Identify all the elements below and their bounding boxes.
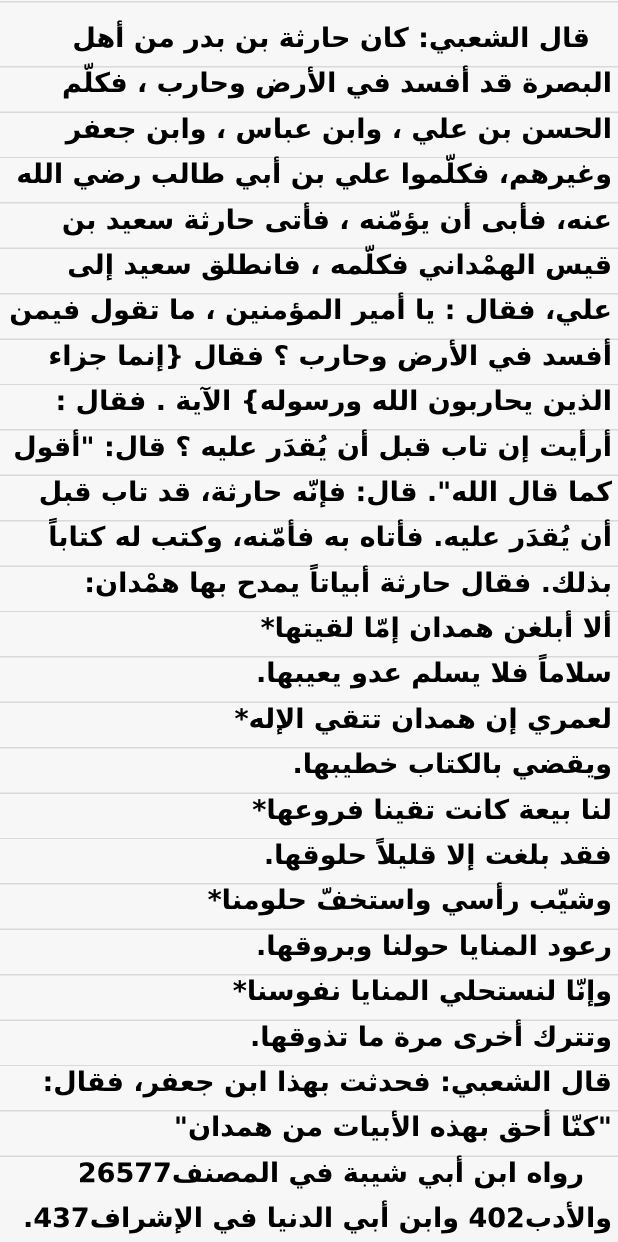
text-line: كما قال الله". قال: فإنّه حارثة، قد تاب قبل <box>38 476 612 508</box>
citation-line: والأدب402 وابن أبي الدنيا في الإشراف437. <box>23 1203 612 1235</box>
text-line: أرأيت إن تاب قبل أن يُقدَر عليه ؟ قال: "أقول <box>13 431 612 463</box>
poem-line: وإنّا لنستحلي المنايا نفوسنا* <box>232 976 612 1008</box>
text-line: علي، فقال : يا أمير المؤمنين ، ما تقول فيمن <box>9 295 612 327</box>
text-line: أن يُقدَر عليه. فأتاه به فأمّنه، وكتب له كتاباً <box>48 522 612 554</box>
poem-line: ويقضي بالكتاب خطيبها. <box>292 749 612 781</box>
text-line: البصرة قد أفسد في الأرض وحارب ، فكلّم <box>62 68 612 100</box>
citation-line: رواه ابن أبي شيبة في المصنف26577 <box>77 1157 584 1189</box>
text-line: قال الشعبي: كان حارثة بن بدر من أهل <box>72 23 590 54</box>
poem-line: لنا بيعة كانت تقينا فروعها* <box>252 794 612 826</box>
poem-line: وتترك أخرى مرة ما تذوقها. <box>249 1021 612 1053</box>
poem-line: سلاماً فلا يسلم عدو يعيبها. <box>256 658 612 690</box>
poem-line: ألا أبلغن همدان إمّا لقيتها* <box>260 613 612 645</box>
text-line: عنه، فأبى أن يؤمّنه ، فأتى حارثة سعيد بن <box>61 204 612 236</box>
text-line: بذلك. فقال حارثة أبياتاً يمدح بها همْدان: <box>84 567 612 599</box>
text-line: قال الشعبي: فحدثت بهذا ابن جعفر، فقال: <box>42 1066 612 1098</box>
poem-line: رعود المنايا حولنا وبروقها. <box>256 930 612 962</box>
poem-line: لعمري إن همدان تتقي الإله* <box>234 703 612 735</box>
poem-line: فقد بلغت إلا قليلاً حلوقها. <box>263 840 612 872</box>
text-line: "كنّا أحق بهذه الأبيات من همدان" <box>173 1112 612 1144</box>
text-line: وغيرهم، فكلّموا علي بن أبي طالب رضي الله <box>16 159 612 191</box>
document-text <box>4 16 612 1242</box>
poem-line: وشيّب رأسي واستخفّ حلومنا* <box>207 885 612 917</box>
text-line: الذين يحاربون الله ورسوله} الآية . فقال : <box>55 386 612 418</box>
text-line: الحسن بن علي ، وابن عباس ، وابن جعفر <box>65 113 612 145</box>
text-line: أفسد في الأرض وحارب ؟ فقال {إنما جزاء <box>48 340 612 372</box>
text-line: قيس الهمْداني فكلّمه ، فانطلق سعيد إلى <box>67 249 612 281</box>
